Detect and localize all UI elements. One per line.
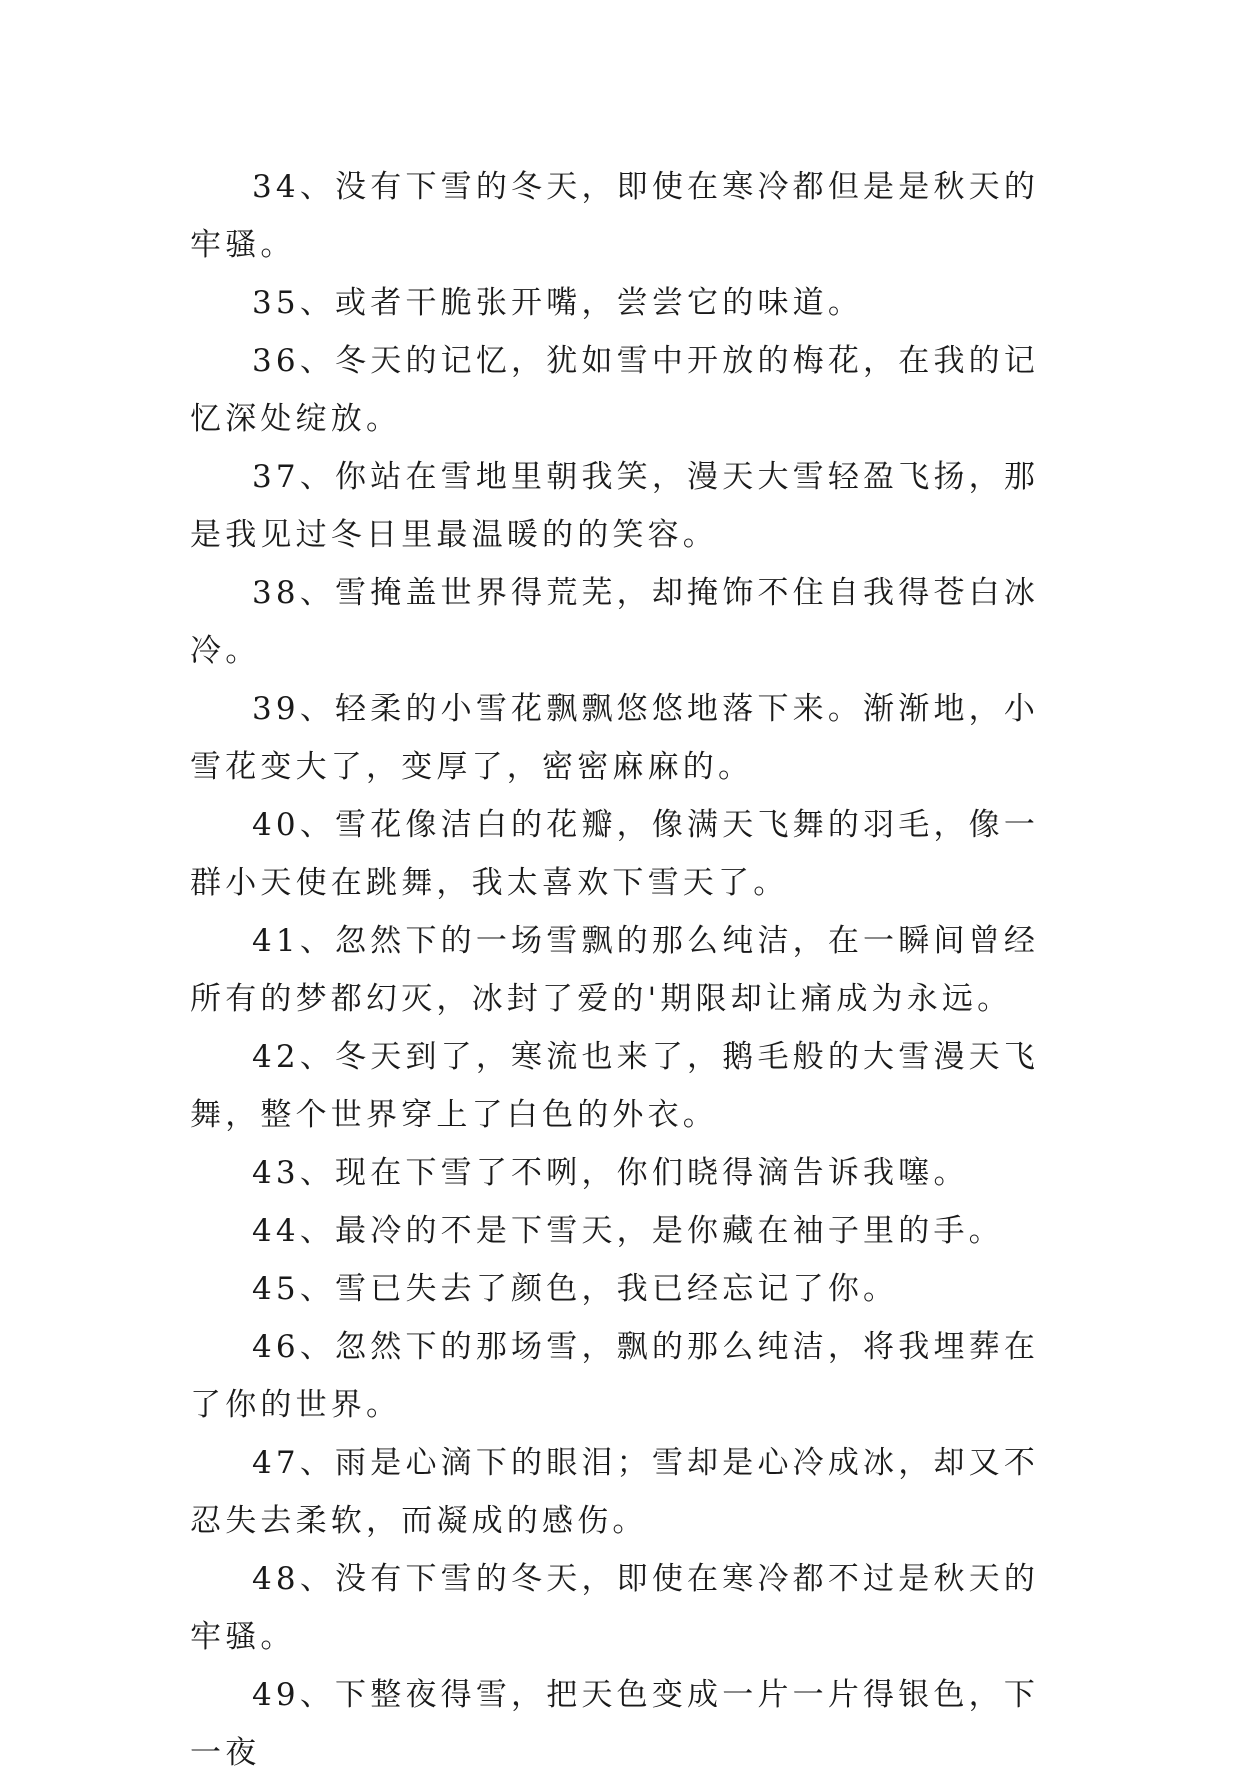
paragraph-37: 37、你站在雪地里朝我笑，漫天大雪轻盈飞扬，那是我见过冬日里最温暖的的笑容。 <box>190 459 1040 553</box>
paragraph-46: 46、忽然下的那场雪，飘的那么纯洁，将我埋葬在了你的世界。 <box>190 1329 1040 1423</box>
paragraph-39: 39、轻柔的小雪花飘飘悠悠地落下来。渐渐地，小雪花变大了，变厚了，密密麻麻的。 <box>190 691 1040 785</box>
paragraph-44: 44、最冷的不是下雪天，是你藏在袖子里的手。 <box>252 1213 1004 1249</box>
paragraph-49: 49、下整夜得雪，把天色变成一片一片得银色，下一夜 <box>190 1677 1040 1771</box>
paragraph-36: 36、冬天的记忆，犹如雪中开放的梅花，在我的记忆深处绽放。 <box>190 343 1040 437</box>
paragraph-35: 35、或者干脆张开嘴，尝尝它的味道。 <box>252 285 864 321</box>
paragraph-40: 40、雪花像洁白的花瓣，像满天飞舞的羽毛，像一群小天使在跳舞，我太喜欢下雪天了。 <box>190 807 1040 901</box>
document-body <box>190 158 1070 1782</box>
paragraph-43: 43、现在下雪了不咧，你们晓得滴告诉我噻。 <box>252 1155 969 1191</box>
paragraph-47: 47、雨是心滴下的眼泪；雪却是心冷成冰，却又不忍失去柔软，而凝成的感伤。 <box>190 1445 1040 1539</box>
paragraph-38: 38、雪掩盖世界得荒芜，却掩饰不住自我得苍白冰冷。 <box>190 575 1040 669</box>
paragraph-42: 42、冬天到了，寒流也来了，鹅毛般的大雪漫天飞舞，整个世界穿上了白色的外衣。 <box>190 1039 1040 1133</box>
paragraph-48: 48、没有下雪的冬天，即使在寒冷都不过是秋天的牢骚。 <box>190 1561 1040 1655</box>
paragraph-45: 45、雪已失去了颜色，我已经忘记了你。 <box>252 1271 899 1307</box>
paragraph-34: 34、没有下雪的冬天，即使在寒冷都但是是秋天的牢骚。 <box>190 169 1040 263</box>
paragraph-41: 41、忽然下的一场雪飘的那么纯洁，在一瞬间曾经所有的梦都幻灭，冰封了爱的'期限却让痛成为永远。 <box>190 923 1040 1017</box>
